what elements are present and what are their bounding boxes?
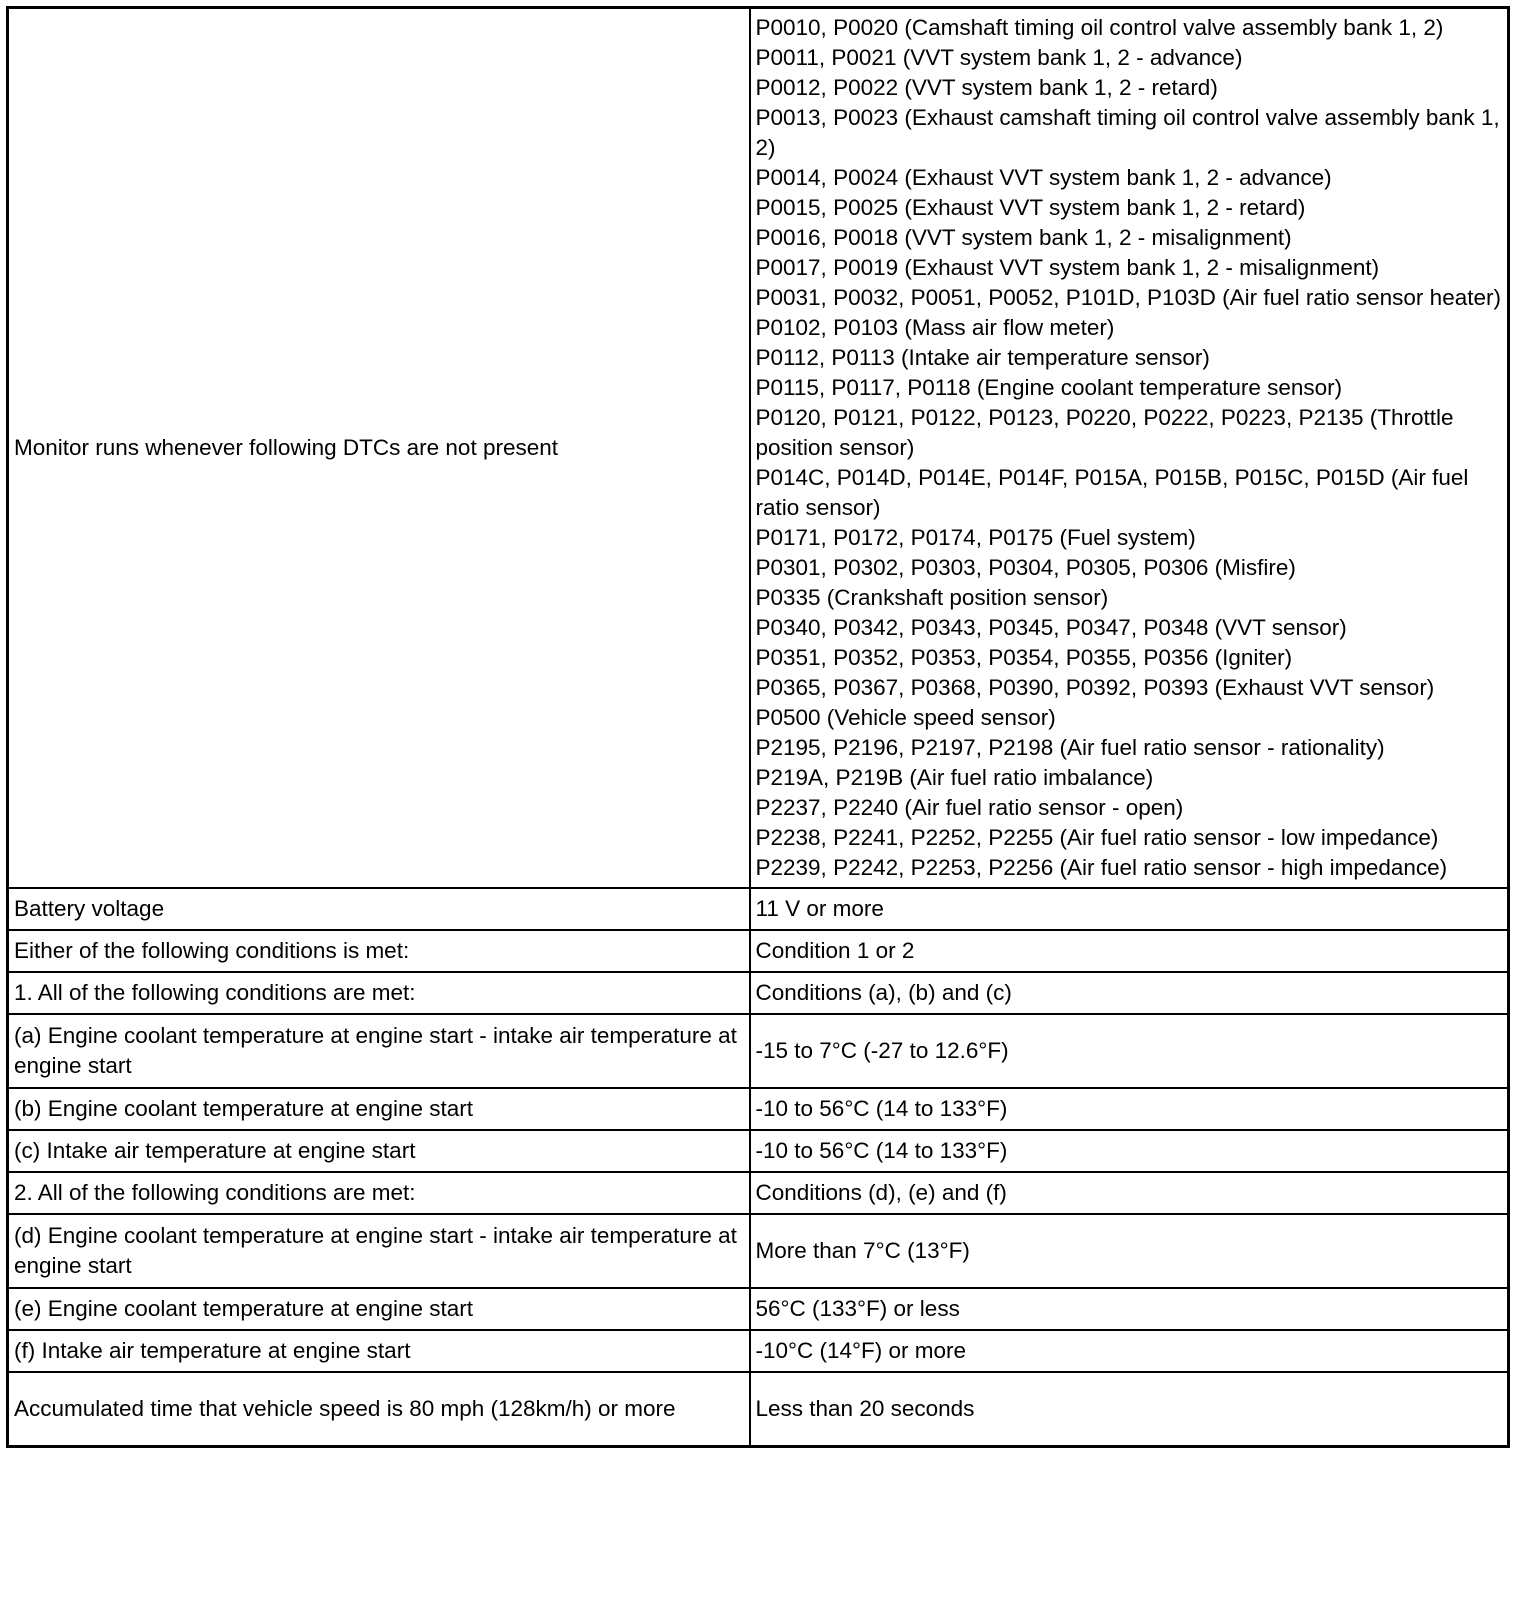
- dtc-item: P0335 (Crankshaft position sensor): [755, 585, 1109, 610]
- dtc-item: P0010, P0020 (Camshaft timing oil control valve assembly bank 1, 2): [755, 15, 1444, 40]
- dtc-item: P0013, P0023 (Exhaust camshaft timing oil control valve assembly bank 1, 2): [755, 105, 1500, 160]
- table-row: [8, 1014, 1509, 1088]
- dtc-item: P2239, P2242, P2253, P2256 (Air fuel ratio sensor - high impedance): [755, 855, 1448, 880]
- conditions-table: [6, 6, 1510, 1448]
- condition-label: Either of the following conditions is met:: [8, 930, 750, 972]
- dtc-item: P0120, P0121, P0122, P0123, P0220, P0222, P0223, P2135 (Throttle position sensor): [755, 405, 1454, 460]
- condition-label: (d) Engine coolant temperature at engine start - intake air temperature at engine start: [8, 1214, 750, 1288]
- dtc-item: P0012, P0022 (VVT system bank 1, 2 - retard): [755, 75, 1218, 100]
- condition-label: (a) Engine coolant temperature at engine start - intake air temperature at engine start: [8, 1014, 750, 1088]
- dtc-item: P2195, P2196, P2197, P2198 (Air fuel ratio sensor - rationality): [755, 735, 1385, 760]
- dtc-item: P0017, P0019 (Exhaust VVT system bank 1, 2 - misalignment): [755, 255, 1380, 280]
- condition-value: Condition 1 or 2: [750, 930, 1509, 972]
- condition-value: -10 to 56°C (14 to 133°F): [750, 1088, 1509, 1130]
- dtc-item: P0171, P0172, P0174, P0175 (Fuel system): [755, 525, 1196, 550]
- condition-label: (e) Engine coolant temperature at engine start: [8, 1288, 750, 1330]
- condition-label: 1. All of the following conditions are met:: [8, 972, 750, 1014]
- condition-value: Less than 20 seconds: [750, 1372, 1509, 1447]
- dtc-item: P0102, P0103 (Mass air flow meter): [755, 315, 1115, 340]
- condition-value: Conditions (d), (e) and (f): [750, 1172, 1509, 1214]
- table-row: [8, 1372, 1509, 1447]
- dtc-item: P2237, P2240 (Air fuel ratio sensor - open): [755, 795, 1184, 820]
- dtc-item: P0016, P0018 (VVT system bank 1, 2 - misalignment): [755, 225, 1292, 250]
- dtc-item: P0011, P0021 (VVT system bank 1, 2 - advance): [755, 45, 1243, 70]
- dtc-item: P2238, P2241, P2252, P2255 (Air fuel ratio sensor - low impedance): [755, 825, 1439, 850]
- table-row: [8, 1130, 1509, 1172]
- dtc-item: P0112, P0113 (Intake air temperature sensor): [755, 345, 1210, 370]
- condition-value: 11 V or more: [750, 888, 1509, 930]
- table-row: [8, 888, 1509, 930]
- condition-label: 2. All of the following conditions are met:: [8, 1172, 750, 1214]
- dtc-item: P0115, P0117, P0118 (Engine coolant temperature sensor): [755, 375, 1343, 400]
- dtc-item: P0015, P0025 (Exhaust VVT system bank 1, 2 - retard): [755, 195, 1306, 220]
- dtc-item: P014C, P014D, P014E, P014F, P015A, P015B, P015C, P015D (Air fuel ratio sensor): [755, 465, 1469, 520]
- dtc-item: P0301, P0302, P0303, P0304, P0305, P0306 (Misfire): [755, 555, 1296, 580]
- table-row: [8, 1288, 1509, 1330]
- condition-value: -10°C (14°F) or more: [750, 1330, 1509, 1372]
- table-row: [8, 1172, 1509, 1214]
- condition-value: -10 to 56°C (14 to 133°F): [750, 1130, 1509, 1172]
- condition-label: (f) Intake air temperature at engine start: [8, 1330, 750, 1372]
- condition-value: More than 7°C (13°F): [750, 1214, 1509, 1288]
- condition-value: -15 to 7°C (-27 to 12.6°F): [750, 1014, 1509, 1088]
- condition-value: Conditions (a), (b) and (c): [750, 972, 1509, 1014]
- dtc-item: P0031, P0032, P0051, P0052, P101D, P103D (Air fuel ratio sensor heater): [755, 285, 1501, 310]
- table-row: [8, 1088, 1509, 1130]
- table-row: [8, 1214, 1509, 1288]
- dtc-row-label: Monitor runs whenever following DTCs are not present: [8, 8, 750, 889]
- dtc-item: P0014, P0024 (Exhaust VVT system bank 1, 2 - advance): [755, 165, 1332, 190]
- condition-label: Accumulated time that vehicle speed is 80 mph (128km/h) or more: [8, 1372, 750, 1447]
- table-row: [8, 1330, 1509, 1372]
- condition-label: (b) Engine coolant temperature at engine start: [8, 1088, 750, 1130]
- condition-label: (c) Intake air temperature at engine start: [8, 1130, 750, 1172]
- condition-value: 56°C (133°F) or less: [750, 1288, 1509, 1330]
- dtc-item: P0500 (Vehicle speed sensor): [755, 705, 1056, 730]
- dtc-item: P219A, P219B (Air fuel ratio imbalance): [755, 765, 1154, 790]
- condition-label: Battery voltage: [8, 888, 750, 930]
- table-row-dtc-conditions: [8, 8, 1509, 889]
- table-row: [8, 972, 1509, 1014]
- dtc-list: [750, 8, 1509, 889]
- dtc-item: P0340, P0342, P0343, P0345, P0347, P0348 (VVT sensor): [755, 615, 1347, 640]
- table-row: [8, 930, 1509, 972]
- dtc-item: P0351, P0352, P0353, P0354, P0355, P0356 (Igniter): [755, 645, 1293, 670]
- dtc-item: P0365, P0367, P0368, P0390, P0392, P0393 (Exhaust VVT sensor): [755, 675, 1435, 700]
